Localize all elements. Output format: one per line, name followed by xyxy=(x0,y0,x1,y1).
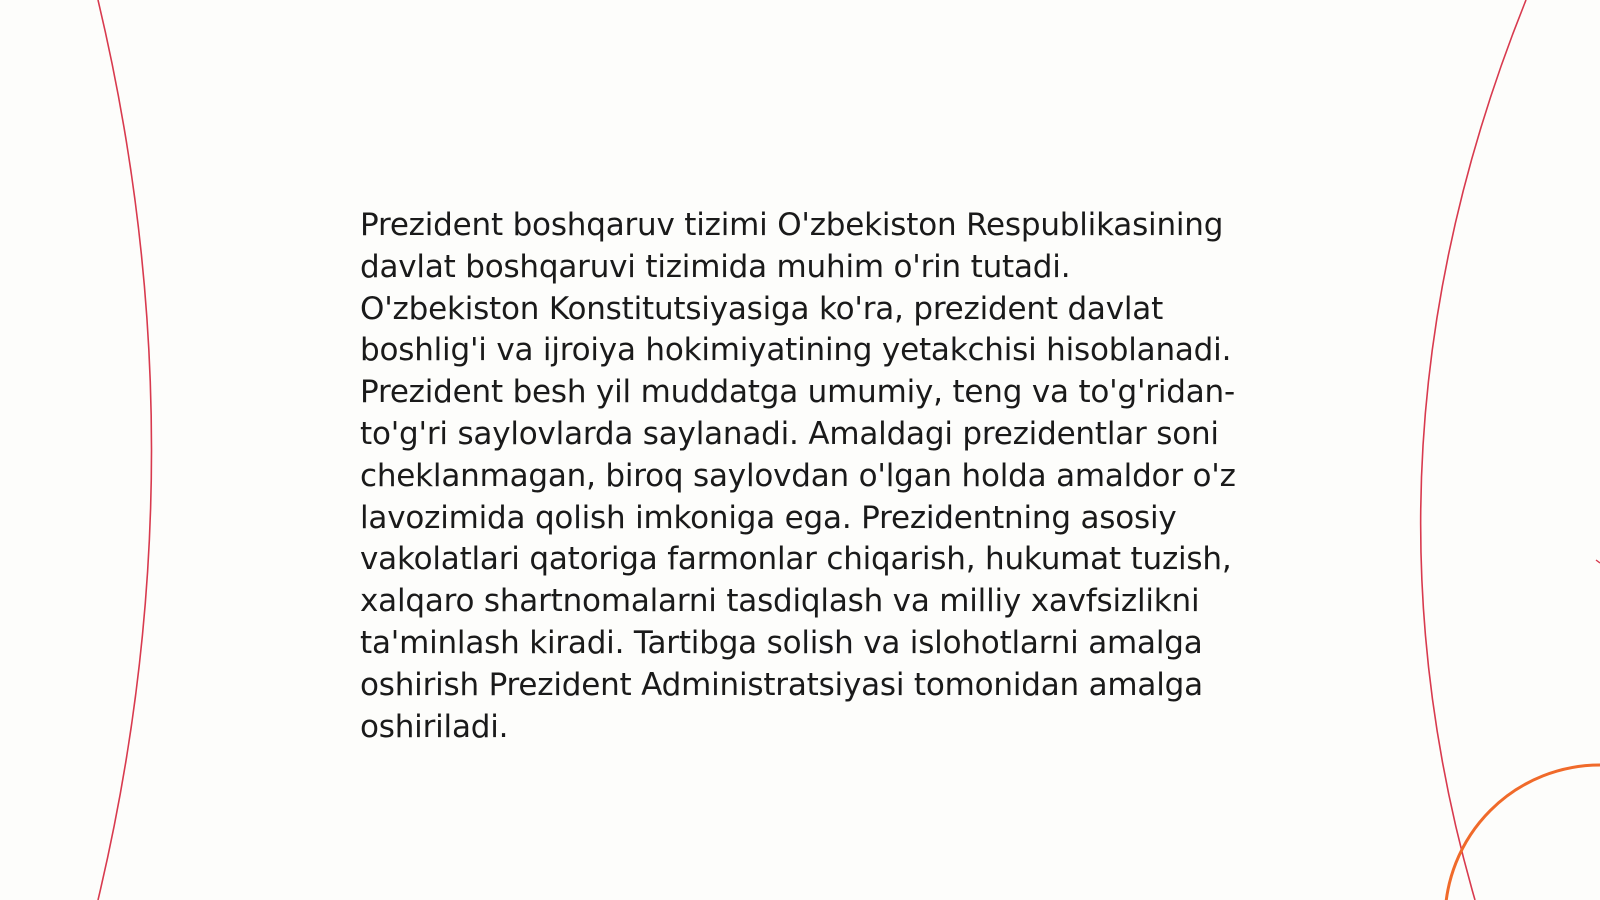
left-arc xyxy=(98,0,152,900)
body-paragraph: Prezident boshqaruv tizimi O'zbekiston Respublikasining davlat boshqaruvi tizimida muhim o'rin tutadi. O'zbekiston Konstitutsiyasiga ko'ra, prezident davlat boshlig'i va ijroiya hokimiyatining yetakchisi hisoblanadi. Prezident besh yil muddatga umumiy, teng va to'g'ridan-to'g'ri saylovlarda saylanadi. Amaldagi prezidentlar soni cheklanmagan, biroq saylovdan o'lgan holda amaldor o'z lavozimida qolish imkoniga ega. Prezidentning asosiy vakolatlari qatoriga farmonlar chiqarish, hukumat tuzish, xalqaro shartnomalarni tasdiqlash va milliy xavfsizlikni ta'minlash kiradi. Tartibga solish va islohotlarni amalga oshirish Prezident Administratsiyasi tomonidan amalga oshiriladi. xyxy=(360,207,1236,745)
corner-circle xyxy=(1445,765,1600,900)
right-edge-tick xyxy=(1596,560,1600,563)
right-arc xyxy=(1421,0,1526,900)
